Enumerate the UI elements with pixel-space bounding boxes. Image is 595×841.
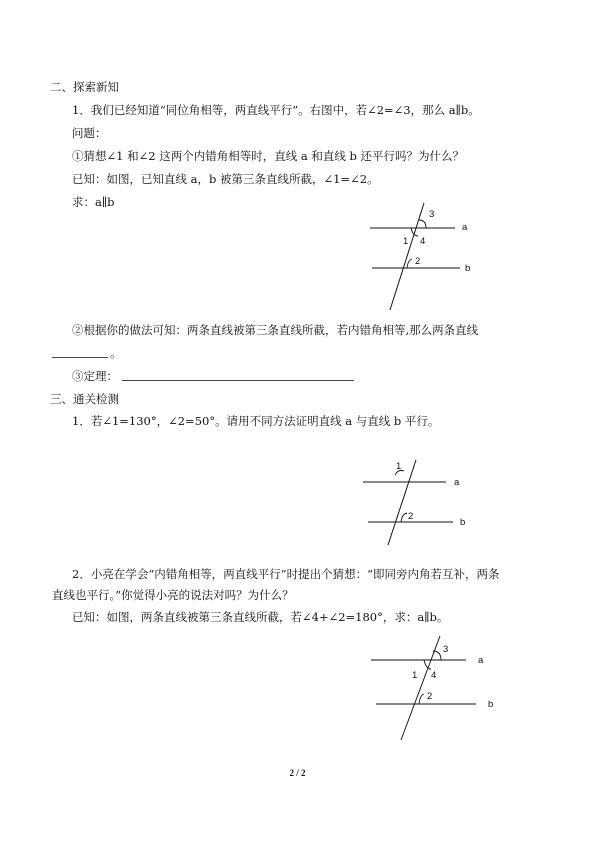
parallel-lines-figure-1 xyxy=(360,200,490,315)
angle-label-3: 3 xyxy=(429,209,435,220)
angle-arc-2 xyxy=(401,513,407,522)
section3-item2-given: 已知：如图，两条直线被第三条直线所截，若∠4+∠2=180°，求：a∥b。 xyxy=(72,610,449,624)
section3-heading: 三、通关检测 xyxy=(50,392,119,406)
answer-blank-1[interactable] xyxy=(52,357,108,358)
angle-label-2: 2 xyxy=(408,511,414,522)
section3-item1: 1．若∠1=130°，∠2=50°。请用不同方法证明直线 a 与直线 b 平行。 xyxy=(72,414,440,428)
question-2: ②根据你的做法可知：两条直线被第三条直线所截，若内错角相等,那么两条直线 xyxy=(72,323,479,337)
parallel-lines-figure-2 xyxy=(358,455,488,550)
angle-label-3: 3 xyxy=(443,644,449,655)
question-3: ③定理： xyxy=(72,369,118,383)
page-number: 2 / 2 xyxy=(289,768,306,778)
label-a: a xyxy=(462,222,468,233)
parallel-lines-figure-3 xyxy=(368,632,503,747)
section3-item2-line2: 直线也平行。”你觉得小亮的说法对吗？为什么？ xyxy=(52,588,294,602)
angle-arc-3 xyxy=(419,220,426,228)
label-a: a xyxy=(454,477,460,488)
angle-arc-2 xyxy=(419,694,424,704)
question-label: 问题： xyxy=(72,126,107,140)
angle-label-1: 1 xyxy=(396,461,402,472)
transversal xyxy=(401,636,440,740)
given-statement: 已知：如图，已知直线 a，b 被第三条直线所截，∠1=∠2。 xyxy=(72,172,379,186)
angle-label-4: 4 xyxy=(431,670,437,681)
prove-statement: 求：a∥b xyxy=(72,195,115,209)
angle-arc-2 xyxy=(407,259,412,268)
transversal xyxy=(388,460,416,545)
question-2-end: 。 xyxy=(110,346,122,360)
label-b: b xyxy=(460,517,466,528)
label-b: b xyxy=(465,263,471,274)
angle-label-4: 4 xyxy=(420,236,426,247)
angle-label-1: 1 xyxy=(403,236,409,247)
section2-item1: 1．我们已经知道“同位角相等，两直线平行”。右图中，若∠2=∠3，那么 a∥b。 xyxy=(72,103,480,117)
label-b: b xyxy=(488,699,494,710)
angle-arc-1 xyxy=(424,660,431,669)
label-a: a xyxy=(478,655,484,666)
angle-label-2: 2 xyxy=(415,256,421,267)
section3-item2-line1: 2．小亮在学会“内错角相等，两直线平行”时提出个猜想：“即同旁内角若互补，两条 xyxy=(72,567,500,581)
section2-heading: 二、探索新知 xyxy=(50,80,119,94)
question-1: ①猜想∠1 和∠2 这两个内错角相等时，直线 a 和直线 b 还平行吗？为什么？ xyxy=(72,149,465,163)
answer-blank-theorem[interactable] xyxy=(122,380,354,381)
angle-label-2: 2 xyxy=(427,691,433,702)
angle-label-1: 1 xyxy=(412,670,418,681)
